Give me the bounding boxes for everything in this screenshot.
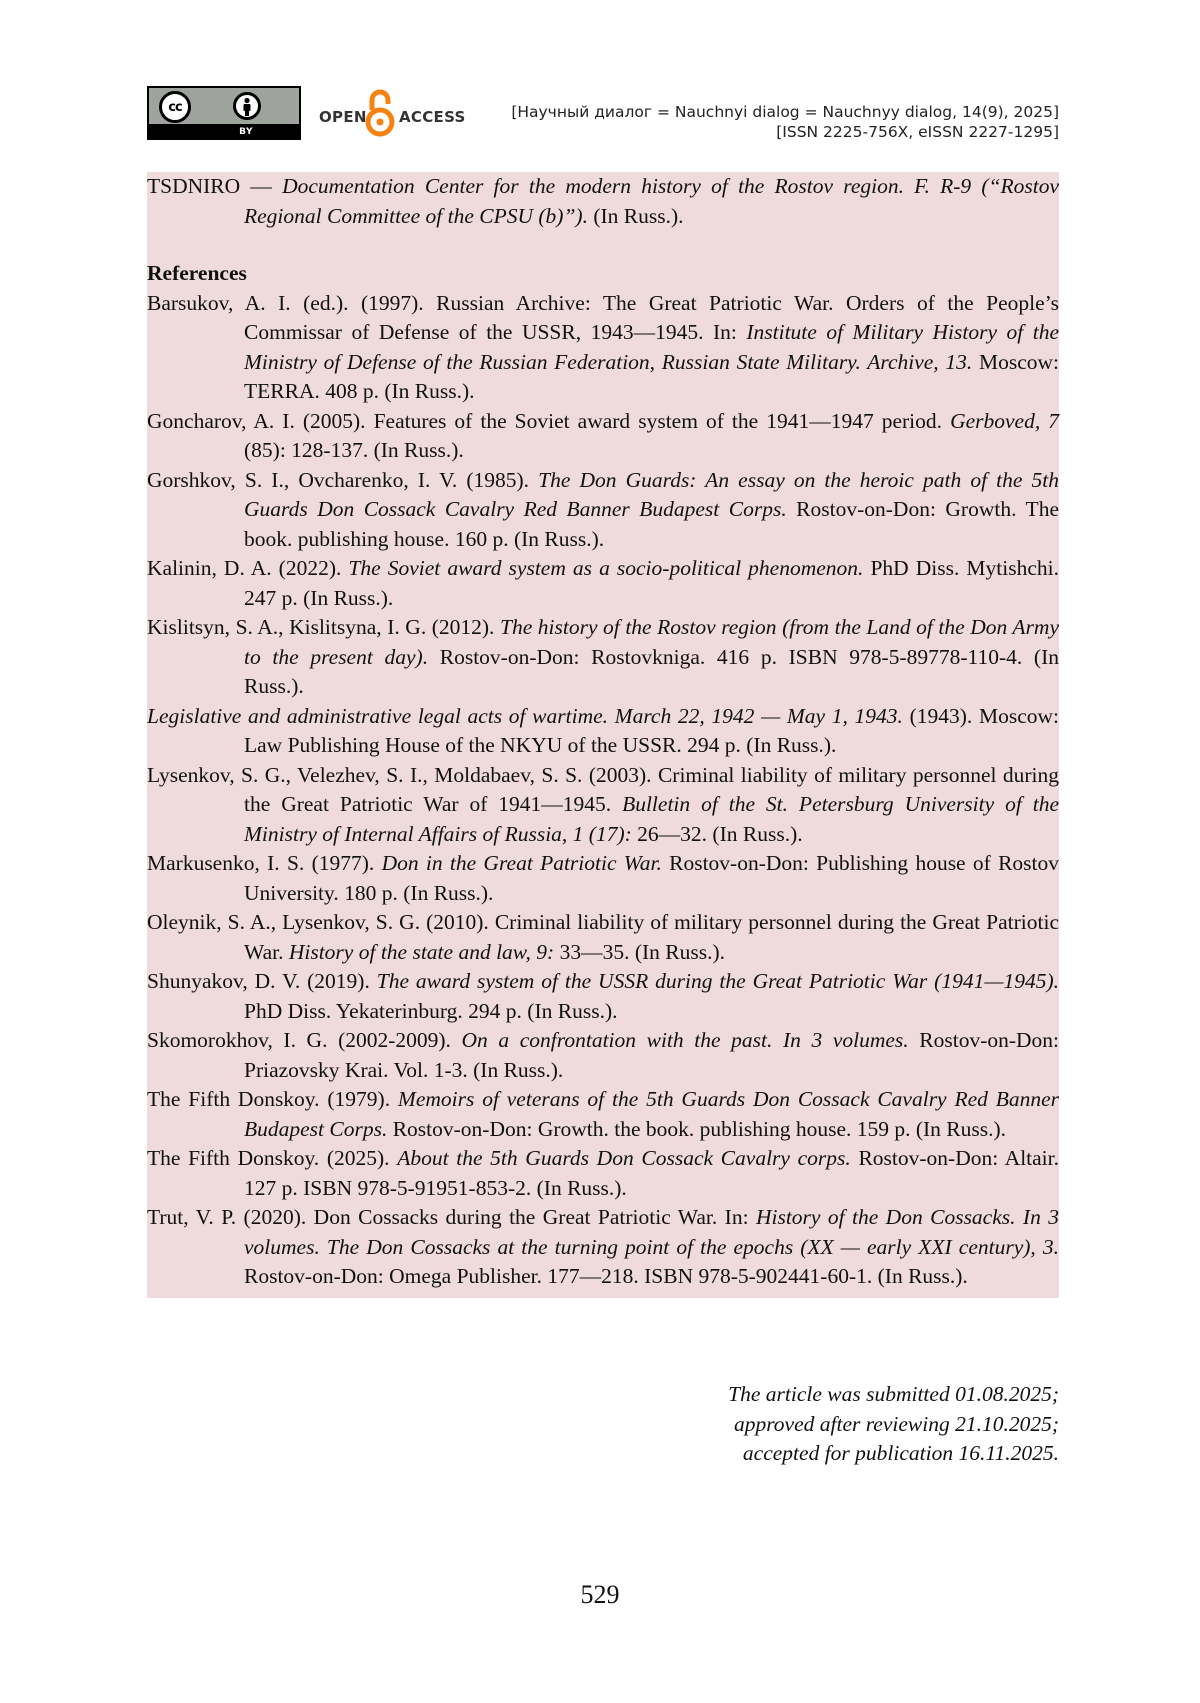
journal-info <box>511 102 1059 142</box>
sources-lead: TSDNIRO — <box>147 174 283 198</box>
reference-title: Gerboved, 7 <box>950 408 1059 433</box>
reference-title: Institute of Military History of the Ministry of Defense of the Russian Federation, Russian State Military. Archive, 13. <box>244 320 1059 374</box>
attribution-person-icon <box>233 92 261 120</box>
reference-text: 26—32. (In Russ.). <box>631 821 803 846</box>
reference-entry <box>147 1085 1059 1144</box>
by-strip <box>149 124 299 138</box>
reference-text: The Fifth Donskoy. (1979). <box>147 1087 398 1111</box>
reference-title: Legislative and administrative legal acts of wartime. March 22, 1942 — May 1, 1943. <box>147 703 903 728</box>
open-access-lock-icon <box>365 86 395 140</box>
access-label: ACCESS <box>399 108 466 126</box>
page-number: 529 <box>580 1580 620 1609</box>
reference-text: Lysenkov, S. G., Velezhev, S. I., Moldabaev, S. S. (2003). Criminal liability of military personnel during the Great Patriotic War of 1941—1945. <box>147 762 1059 816</box>
reference-title: The Don Guards: An essay on the heroic path of the 5th Guards Don Cossack Cavalry Red Banner Budapest Corps. <box>244 467 1059 521</box>
reference-text: Barsukov, A. I. (ed.). (1997). Russian Archive: The Great Patriotic War. Orders of the People’s Commissar of Defense of the USSR, 1943—1945. In: <box>147 290 1059 344</box>
reference-entry <box>147 289 1059 407</box>
journal-issn-line: [ISSN 2225-756X, eISSN 2227-1295] <box>776 123 1059 141</box>
reference-text: Rostov-on-Don: Growth. The book. publishing house. 160 p. (In Russ.). <box>244 497 1059 551</box>
reference-text: Moscow: TERRA. 408 p. (In Russ.). <box>244 349 1060 403</box>
journal-title-line: [Научный диалог = Nauchnyi dialog = Nauchnyy dialog, 14(9), 2025] <box>511 103 1059 121</box>
by-label: BY <box>239 127 253 137</box>
reference-text: Oleynik, S. A., Lysenkov, S. G. (2010). Criminal liability of military personnel during the Great Patriotic War. <box>147 910 1059 964</box>
reference-title: The award system of the USSR during the Great Patriotic War (1941—1945). <box>376 969 1059 993</box>
references-list <box>147 289 1059 1292</box>
reference-text: PhD Diss. Mytishchi. 247 p. (In Russ.). <box>244 556 1059 610</box>
reference-text: 33—35. (In Russ.). <box>554 939 726 964</box>
sources-tail: (In Russ.). <box>587 203 684 228</box>
reference-text: Kislitsyn, S. A., Kislitsyna, I. G. (2012). <box>147 615 500 639</box>
references-heading: References <box>147 261 247 285</box>
reference-text: Rostov-on-Don: Omega Publisher. 177—218. ISBN 978-5-902441-60-1. (In Russ.). <box>244 1264 968 1288</box>
reference-title: Memoirs of veterans of the 5th Guards Don Cossack Cavalry Red Banner Budapest Corps. <box>244 1087 1059 1141</box>
reference-entry <box>147 1203 1059 1292</box>
reference-text: Rostov-on-Don: Priazovsky Krai. Vol. 1-3. (In Russ.). <box>244 1028 1060 1082</box>
open-label: OPEN <box>319 108 367 126</box>
reference-text: Skomorokhov, I. G. (2002-2009). <box>147 1028 462 1052</box>
reference-title: About the 5th Guards Don Cossack Cavalry corps. <box>397 1146 851 1170</box>
reference-entry <box>147 466 1059 555</box>
reference-text: Kalinin, D. A. (2022). <box>147 556 349 580</box>
cc-label: cc <box>168 99 182 115</box>
highlighted-references-block <box>147 172 1059 1298</box>
reference-text: Trut, V. P. (2020). Don Cossacks during the Great Patriotic War. In: <box>147 1205 756 1229</box>
reference-entry <box>147 967 1059 1026</box>
reference-title: Don in the Great Patriotic War. <box>381 851 662 875</box>
reference-text: Rostov-on-Don: Growth. the book. publishing house. 159 p. (In Russ.). <box>387 1116 1007 1141</box>
reference-entry <box>147 908 1059 967</box>
reference-text: Goncharov, A. I. (2005). Features of the Soviet award system of the 1941—1947 period. <box>147 408 951 433</box>
cc-icon <box>159 91 191 123</box>
reference-entry <box>147 407 1059 466</box>
reference-title: The Soviet award system as a socio-political phenomenon. <box>348 556 864 580</box>
open-access-logo <box>319 86 479 140</box>
reference-text: Rostov-on-Don: Publishing house of Rostov University. 180 p. (In Russ.). <box>244 851 1060 905</box>
reference-title: History of the Don Cossacks. In 3 volumes. The Don Cossacks at the turning point of the epochs (XX — early XXI century), 3. <box>244 1205 1059 1259</box>
reference-text: Gorshkov, S. I., Ovcharenko, I. V. (1985). <box>147 467 539 492</box>
submission-dates <box>728 1380 1059 1469</box>
reference-entry <box>147 554 1059 613</box>
reference-text: Rostov-on-Don: Altair. 127 p. ISBN 978-5-91951-853-2. (In Russ.). <box>244 1146 1060 1200</box>
submitted-line: The article was submitted 01.08.2025; <box>728 1382 1059 1406</box>
reference-entry <box>147 702 1059 761</box>
reference-title: History of the state and law, 9: <box>288 939 555 964</box>
reference-text: Markusenko, I. S. (1977). <box>147 851 382 875</box>
reference-text: Shunyakov, D. V. (2019). <box>147 969 377 993</box>
reference-title: The history of the Rostov region (from the Land of the Don Army to the present day). <box>244 615 1060 669</box>
reference-title: On a confrontation with the past. In 3 volumes. <box>461 1028 909 1052</box>
reference-title: Bulletin of the St. Petersburg University of the Ministry of Internal Affairs of Russia, 1 (17): <box>244 792 1059 846</box>
cc-by-license-badge[interactable] <box>147 86 301 140</box>
approved-line: approved after reviewing 21.10.2025; <box>733 1411 1059 1436</box>
reference-text: (85): 128-137. (In Russ.). <box>244 438 464 462</box>
reference-text: PhD Diss. Yekaterinburg. 294 p. (In Russ.). <box>244 998 618 1023</box>
accepted-line: accepted for publication 16.11.2025. <box>742 1441 1059 1465</box>
reference-text: Rostov-on-Don: Rostovkniga. 416 p. ISBN 978-5-89778-110-4. (In Russ.). <box>244 644 1059 698</box>
reference-entry <box>147 849 1059 908</box>
reference-entry <box>147 613 1059 702</box>
reference-text: The Fifth Donskoy. (2025). <box>147 1146 398 1170</box>
reference-entry <box>147 1144 1059 1203</box>
sources-title: Documentation Center for the modern history of the Rostov region. F. R-9 (“Rostov Regional Committee of the CPSU (b)”). <box>244 174 1059 228</box>
page-header <box>147 86 1059 142</box>
sources-entry <box>147 172 1059 231</box>
reference-entry <box>147 1026 1059 1085</box>
reference-entry <box>147 761 1059 850</box>
reference-text: (1943). Moscow: Law Publishing House of the NKYU of the USSR. 294 p. (In Russ.). <box>244 703 1059 757</box>
